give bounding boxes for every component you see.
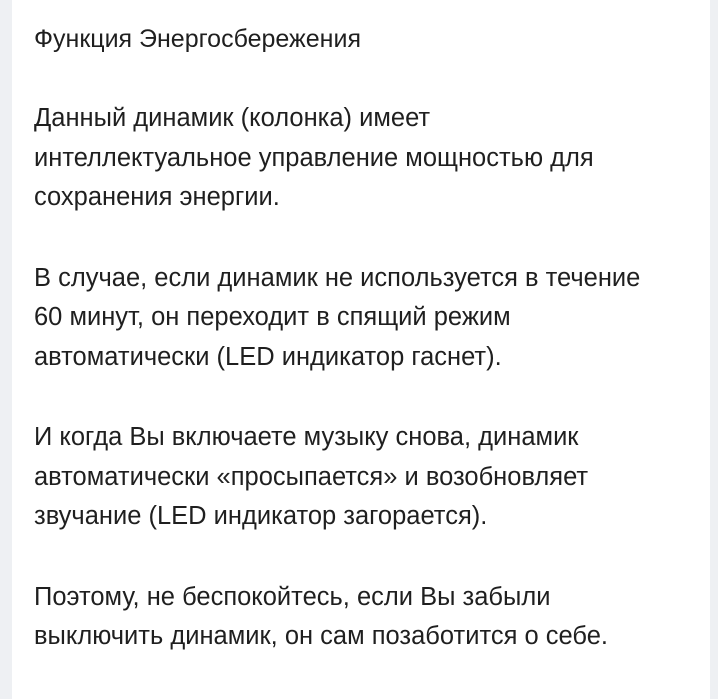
paragraph-wake-up xyxy=(34,418,688,537)
text-line: В случае, если динамик не используется в течение xyxy=(34,263,641,292)
content-card xyxy=(12,0,710,699)
paragraph-conclusion xyxy=(34,578,688,657)
section-title: Функция Энергосбережения xyxy=(34,25,361,53)
paragraph-intro xyxy=(34,99,688,218)
text-line: интеллектуальное управление мощностью для xyxy=(34,143,594,172)
text-line: звучание (LED индикатор загорается). xyxy=(34,502,488,530)
text-line: Поэтому, не беспокойтесь, если Вы забыли xyxy=(34,582,551,611)
text-line: автоматически «просыпается» и возобновляет xyxy=(34,462,589,491)
paragraph-sleep-mode xyxy=(34,259,688,378)
text-line: И когда Вы включаете музыку снова, динамик xyxy=(34,423,579,451)
text-line: сохранения энергии. xyxy=(34,183,280,211)
text-line: Данный динамик (колонка) имеет xyxy=(34,104,431,132)
text-line: выключить динамик, он сам позаботится о себе. xyxy=(34,622,608,650)
text-line: 60 минут, он переходит в спящий режим xyxy=(34,303,511,331)
text-line: автоматически (LED индикатор гаснет). xyxy=(34,342,502,371)
